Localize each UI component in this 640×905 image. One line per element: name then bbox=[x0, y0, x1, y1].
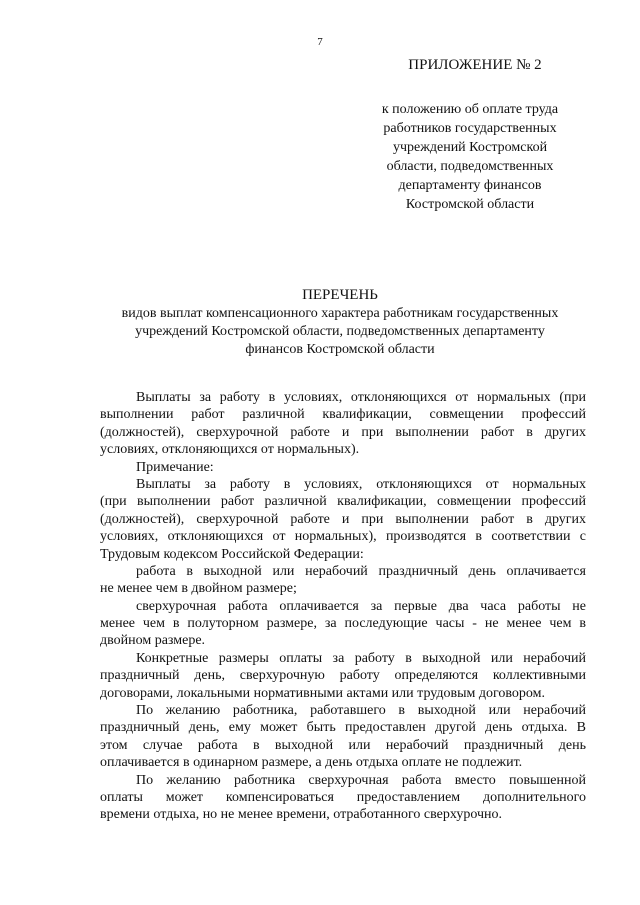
body-line: времени отдыха, но не менее времени, отработанного сверхурочно. bbox=[100, 807, 502, 823]
appendix-ref-line: к положению об оплате труда bbox=[381, 102, 559, 117]
body-line: (должностей), сверхурочной работе и при выполнении работ в других bbox=[100, 511, 586, 527]
list-heading bbox=[95, 286, 585, 359]
appendix-ref-line: Костромской области bbox=[405, 197, 535, 212]
body-line: выполнении работ различной квалификации, совмещении профессий bbox=[100, 407, 586, 423]
list-title: ПЕРЕЧЕНЬ bbox=[302, 287, 378, 303]
body-line: Трудовым кодексом Российской Федерации: bbox=[100, 546, 364, 562]
body-line: условиях, отклоняющихся от нормальных). bbox=[100, 442, 360, 458]
appendix-ref-line: области, подведомственных bbox=[386, 159, 554, 174]
body-line: (должностей), сверхурочной работе и при выполнении работ в других bbox=[100, 424, 586, 440]
page-number: 7 bbox=[317, 36, 323, 48]
body-line: Выплаты за работу в условиях, отклоняющихся от нормальных (при bbox=[136, 390, 586, 405]
body-line: праздничный день, ему может быть предоставлен другой день отдыха. В bbox=[100, 720, 586, 736]
appendix-ref-line: департаменту финансов bbox=[398, 178, 542, 193]
body-line: работа в выходной или нерабочий праздничный день оплачивается bbox=[136, 563, 586, 579]
body-line: сверхурочная работа оплачивается за первые два часа работы не bbox=[136, 598, 586, 614]
appendix-ref-line: учреждений Костромской bbox=[392, 140, 548, 155]
body-line: Конкретные размеры оплаты за работу в выходной или нерабочий bbox=[136, 650, 586, 666]
list-subtitle-line: видов выплат компенсационного характера работникам государственных bbox=[121, 306, 559, 321]
body-line: менее чем в полуторном размере, за последующие часы - не менее чем в bbox=[100, 616, 586, 632]
body-line: двойном размере. bbox=[100, 633, 206, 649]
body-line: праздничный день, сверхурочную работу определяются коллективными bbox=[100, 668, 586, 684]
body-line: оплаты может компенсироваться предоставлением дополнительного bbox=[100, 789, 586, 805]
body-line: оплачивается в одинарном размере, а день отдыха оплате не подлежит. bbox=[100, 755, 523, 771]
body-line: Выплаты за работу в условиях, отклоняющихся от нормальных bbox=[136, 476, 586, 492]
list-subtitle-line: финансов Костромской области bbox=[245, 342, 435, 357]
appendix-reference bbox=[370, 100, 570, 214]
body-line: Примечание: bbox=[136, 459, 214, 475]
body-text bbox=[100, 389, 586, 824]
body-line: (при выполнении работ различной квалификации, совмещении профессий bbox=[100, 494, 586, 510]
list-subtitle-line: учреждений Костромской области, подведомственных департаменту bbox=[135, 324, 545, 339]
appendix-title: ПРИЛОЖЕНИЕ № 2 bbox=[408, 57, 542, 73]
body-line: По желанию работника сверхурочная работа вместо повышенной bbox=[136, 772, 586, 788]
body-line: не менее чем в двойном размере; bbox=[100, 581, 297, 597]
body-line: договорами, локальными нормативными актами или трудовым договором. bbox=[100, 685, 545, 701]
body-line: По желанию работника, работавшего в выходной или нерабочий bbox=[136, 703, 586, 719]
appendix-ref-line: работников государственных bbox=[383, 121, 557, 136]
body-line: условиях, отклоняющихся от нормальных), производятся в соответствии с bbox=[100, 529, 586, 545]
body-line: этом случае работа в выходной или нерабочий праздничный день bbox=[100, 737, 586, 753]
